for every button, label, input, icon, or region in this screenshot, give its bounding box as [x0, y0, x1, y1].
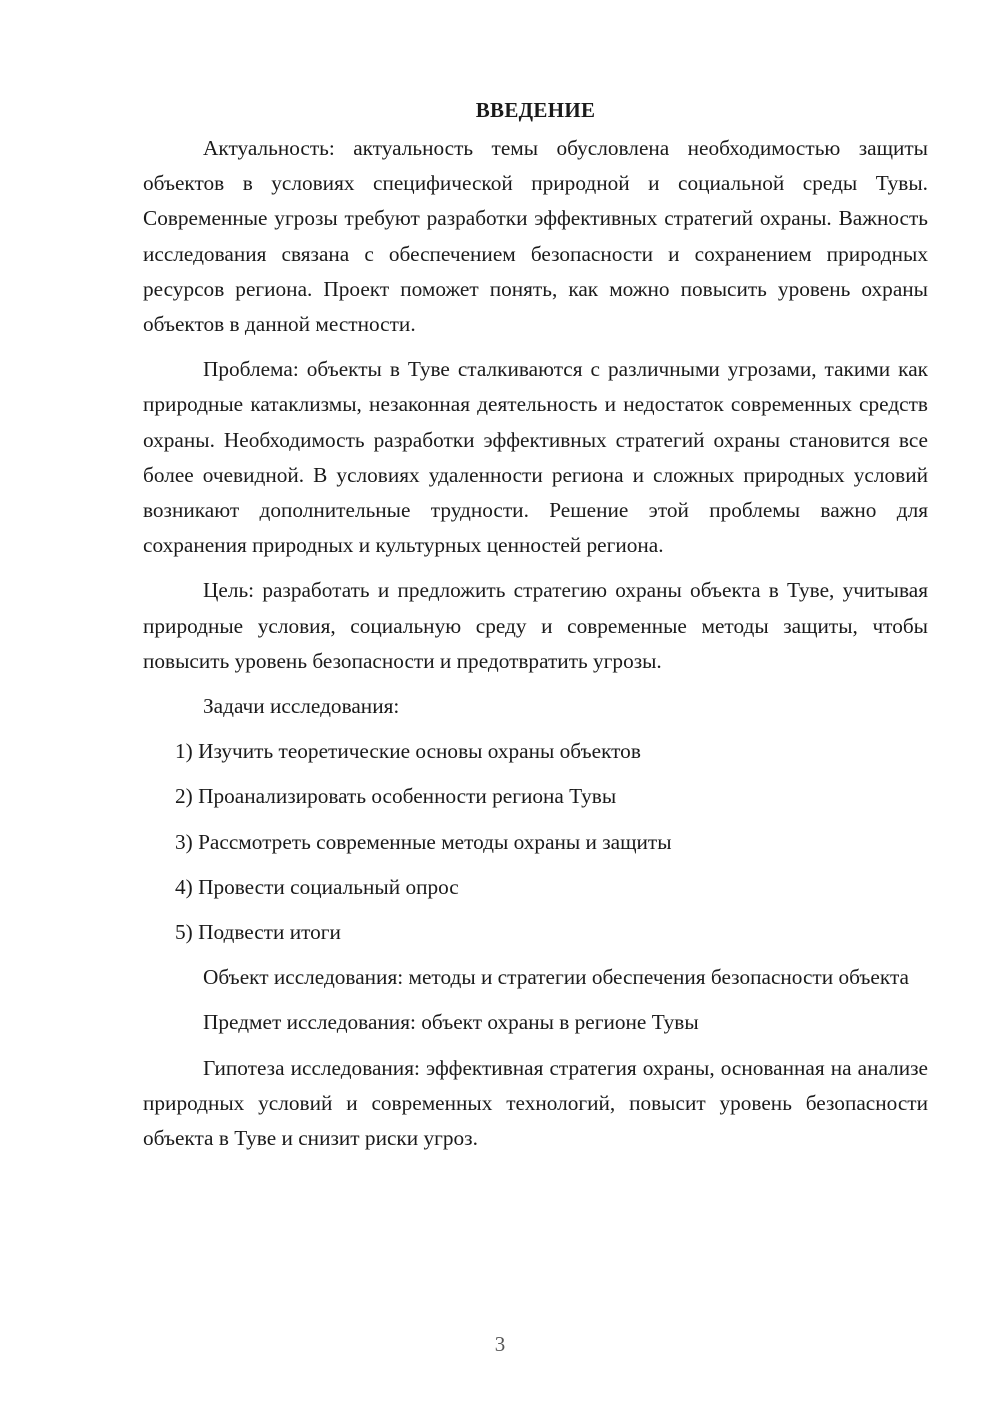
- problem-paragraph: Проблема: объекты в Туве сталкиваются с различными угрозами, такими как природные катаклизмы, незаконная деятельность и недостаток современных средств охраны. Необходимость разработки эффективных стратегий охраны становится все более очевидной. В условиях удаленности региона и сложных природных условий возникают дополнительные трудности. Решение этой проблемы важно для сохранения природных и культурных ценностей региона.: [143, 357, 928, 558]
- page-title: ВВЕДЕНИЕ: [475, 98, 596, 122]
- tasks-list: [143, 734, 928, 950]
- task-item: 2) Проанализировать особенности региона Тувы: [175, 784, 617, 809]
- task-item: 4) Провести социальный опрос: [175, 874, 459, 899]
- hypothesis-paragraph: Гипотеза исследования: эффективная стратегия охраны, основанная на анализе природных условий и современных технологий, повысит уровень безопасности объекта в Туве и снизит риски угроз.: [143, 1055, 928, 1151]
- task-item: 1) Изучить теоретические основы охраны объектов: [175, 739, 641, 764]
- task-item: 3) Рассмотреть современные методы охраны и защиты: [175, 829, 672, 854]
- tasks-heading: Задачи исследования:: [203, 694, 400, 719]
- goal-paragraph: Цель: разработать и предложить стратегию охраны объекта в Туве, учитывая природные условия, социальную среду и современные методы защиты, чтобы повысить уровень безопасности и предотвратить угрозы.: [143, 578, 928, 673]
- task-item: 5) Подвести итоги: [175, 920, 341, 945]
- research-subject-paragraph: Предмет исследования: объект охраны в регионе Тувы: [203, 1010, 699, 1035]
- relevance-paragraph: Актуальность: актуальность темы обусловлена необходимостью защиты объектов в условиях специфической природной и социальной среды Тувы. Современные угрозы требуют разработки эффективных стратегий охраны. Важность исследования связана с обеспечением безопасности и сохранением природных ресурсов региона. Проект поможет понять, как можно повысить уровень охраны объектов в данной местности.: [143, 136, 928, 337]
- page-number: 3: [494, 1332, 506, 1356]
- research-object-paragraph: Объект исследования: методы и стратегии обеспечения безопасности объекта: [203, 965, 909, 990]
- document-page: [143, 95, 928, 1166]
